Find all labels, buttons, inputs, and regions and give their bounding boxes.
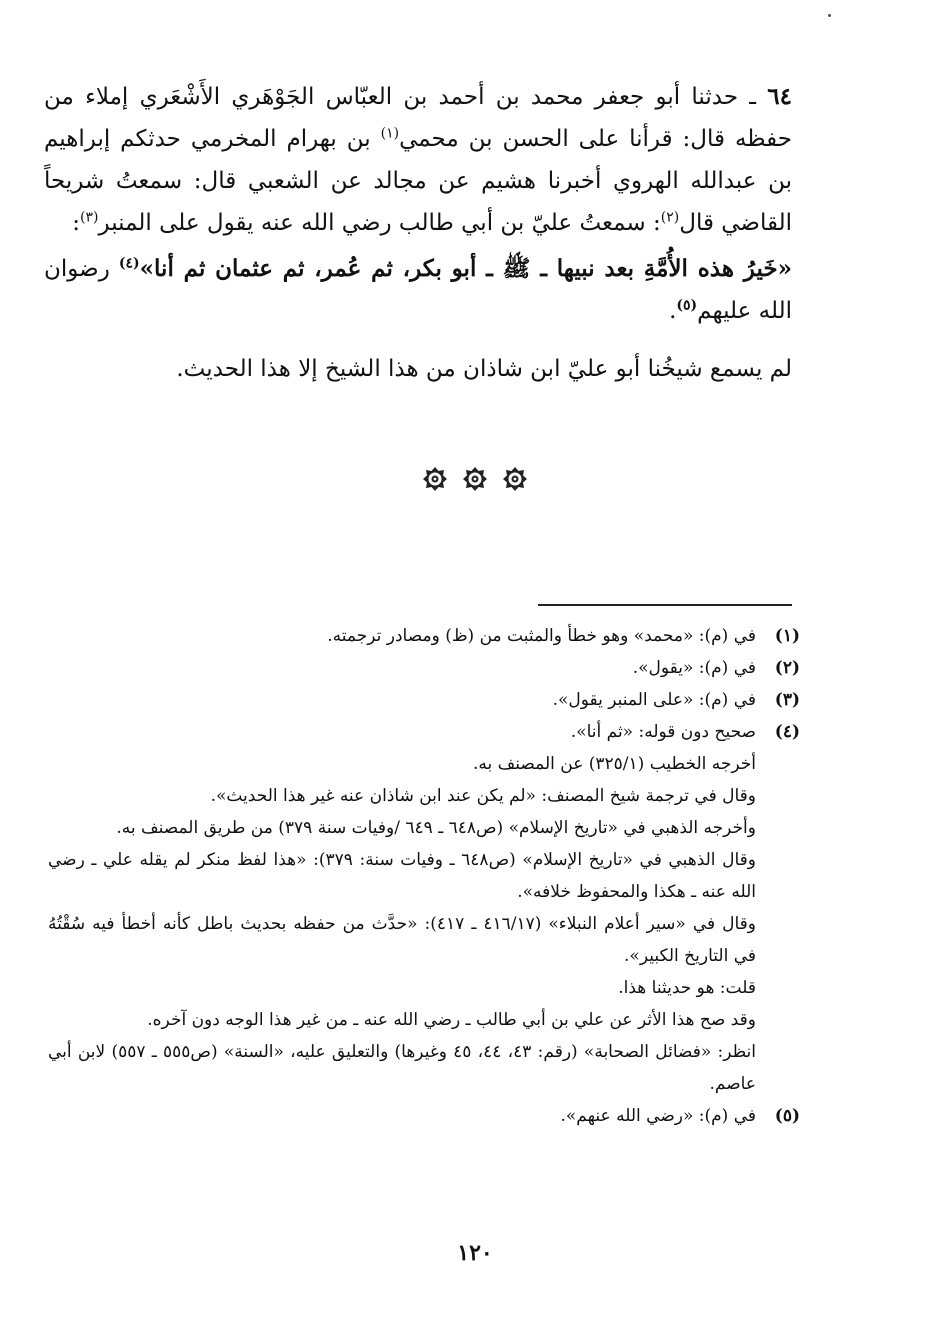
closing-remark: لم يسمع شيخُنا أبو عليّ ابن شاذان من هذا الشيخ إلا هذا الحديث. bbox=[176, 356, 792, 382]
footnote-line: وقد صح هذا الأثر عن علي بن أبي طالب ـ رضي الله عنه ـ من غير هذا الوجه دون آخره. bbox=[147, 1010, 756, 1030]
scan-speck bbox=[828, 14, 831, 17]
footnote-number: (٣) bbox=[774, 690, 800, 710]
footnote-ref-1: (١) bbox=[380, 125, 400, 142]
footnote-number: (٤) bbox=[774, 722, 800, 742]
ornament-icon bbox=[502, 466, 528, 492]
footnote-ref-5: (٥) bbox=[676, 297, 698, 314]
footnotes bbox=[48, 620, 800, 1132]
footnote-line: صحيح دون قوله: «ثم أنا». bbox=[570, 722, 756, 742]
footnote-line: قلت: هو حديثنا هذا. bbox=[618, 978, 756, 998]
main-text bbox=[44, 76, 792, 390]
footnote-1: (١) في (م): «محمد» وهو خطأ والمثبت من (ظ) ومصادر ترجمته. bbox=[48, 620, 800, 652]
footnote-separator bbox=[538, 604, 792, 606]
footnote-line: وأخرجه الذهبي في «تاريخ الإسلام» (ص٦٤٨ ـ ٦٤٩ /وفيات سنة ٣٧٩) من طريق المصنف به. bbox=[116, 818, 756, 838]
footnote-2: (٢) في (م): «يقول». bbox=[48, 652, 800, 684]
section-divider-ornaments bbox=[0, 466, 950, 492]
footnote-ref-3: (٣) bbox=[80, 209, 99, 226]
ornament-icon bbox=[422, 466, 448, 492]
hadith-paragraph: ٦٤ ـ حدثنا أبو جعفر محمد بن أحمد بن العبّاس الجَوْهَري الأَشْعَري إملاء من حفظه قال: قرأنا على الحسن بن محمي$^{(١)}$ بن بهرام المخرمي حدثكم إبراهيم بن عبدالله الهروي أخبرنا هشيم عن مجالد عن الشعبي قال: سمعتُ شريحاً القاضي قال$^{(٢)}$: سمعتُ عليّ بن أبي طالب رضي الله عنه يقول على المنبر$^{(٣)}$: bbox=[44, 83, 793, 236]
hadith-number: ٦٤ bbox=[767, 83, 793, 110]
footnote-number: (٥) bbox=[774, 1106, 800, 1126]
footnote-line: وقال في ترجمة شيخ المصنف: «لم يكن عند ابن شاذان عنه غير هذا الحديث». bbox=[210, 786, 756, 806]
footnote-5: (٥) في (م): «رضي الله عنهم». bbox=[48, 1100, 800, 1132]
footnote-line: انظر: «فضائل الصحابة» (رقم: ٤٣، ٤٤، ٤٥ وغيرها) والتعليق عليه، «السنة» (ص٥٥٥ ـ ٥٥٧) لابن أبي عاصم. bbox=[48, 1042, 757, 1094]
footnote-number: (١) bbox=[774, 626, 800, 646]
footnote-line: وقال الذهبي في «تاريخ الإسلام» (ص٦٤٨ ـ وفيات سنة: ٣٧٩): «هذا لفظ منكر لم يقله علي ـ رضي الله عنه ـ هكذا والمحفوظ خلافه». bbox=[48, 850, 756, 902]
footnote-ref-4: (٤) bbox=[118, 255, 140, 272]
footnote-line: وقال في «سير أعلام النبلاء» (٤١٦/١٧ ـ ٤١٧): «حدَّث من حفظه بحديث باطل كأنه أخطأ فيه سُقْتُهُ في التاريخ الكبير». bbox=[48, 914, 756, 966]
ornament-icon bbox=[462, 466, 488, 492]
footnote-ref-2: (٢) bbox=[660, 209, 680, 226]
footnote-number: (٢) bbox=[774, 658, 800, 678]
footnote-4 bbox=[48, 716, 800, 1100]
page-number: ١٢٠ bbox=[457, 1240, 493, 1266]
hadith-quote: «خَيرُ هذه الأُمَّةِ بعد نبيها ـ ﷺ ـ أبو بكر، ثم عُمر، ثم عثمان ثم أنا»$^{(٤)}$ رضوان الله عليهم$^{(٥)}$. bbox=[44, 255, 792, 324]
footnote-3: (٣) في (م): «على المنبر يقول». bbox=[48, 684, 800, 716]
footnote-line: أخرجه الخطيب (٣٢٥/١) عن المصنف به. bbox=[473, 754, 756, 774]
